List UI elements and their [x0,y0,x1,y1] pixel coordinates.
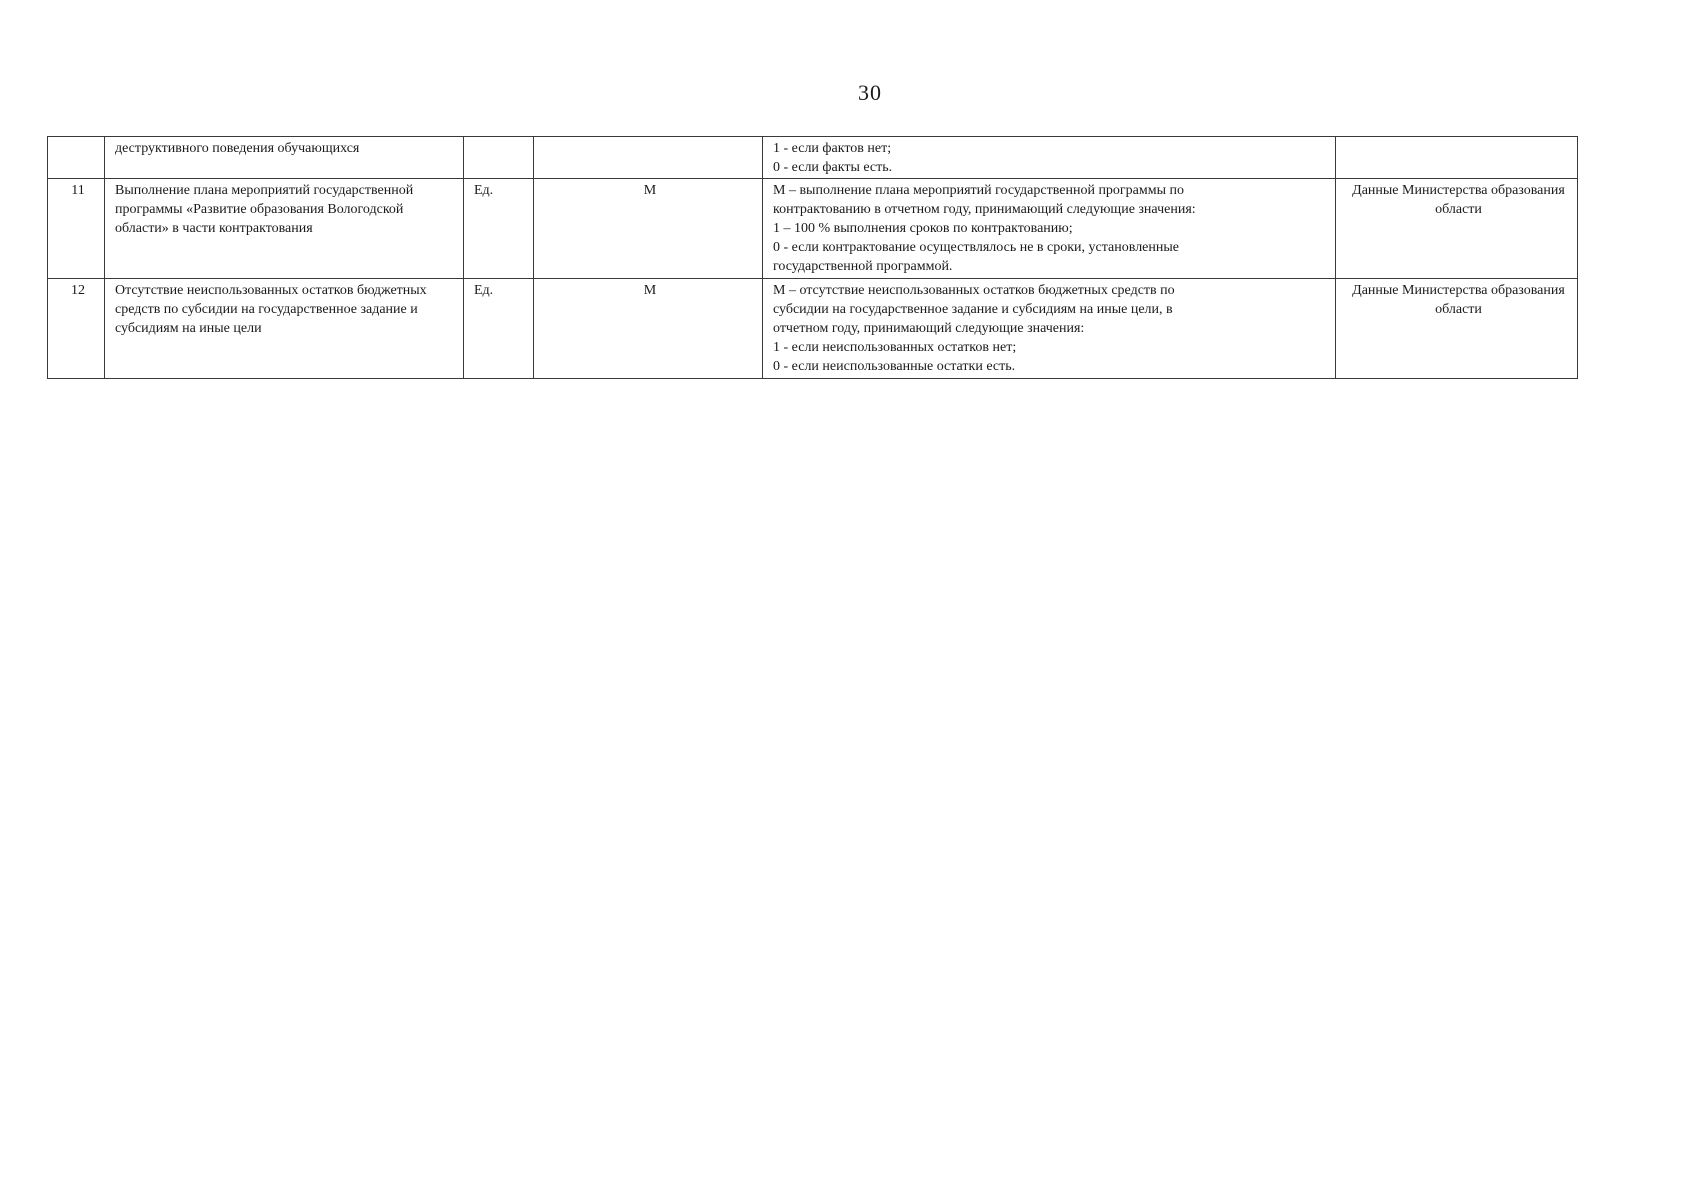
data-source: Данные Министерства образования области [1336,279,1578,379]
table-row [48,137,1578,179]
indicator-name: Выполнение плана мероприятий государственной программы «Развитие образования Вологодской области» в части контрактования [105,179,464,279]
formula-line: субсидии на государственное задание и субсидиям на иные цели, в [773,302,1173,317]
indicator-symbol: М [534,179,763,279]
formula-line: 1 - если фактов нет; [773,141,892,156]
data-source [1336,137,1578,179]
row-number: 12 [48,279,105,379]
page-number: 30 [858,80,882,105]
formula-line: М – отсутствие неиспользованных остатков бюджетных средств по [773,283,1175,298]
indicator-name: деструктивного поведения обучающихся [105,137,464,179]
table-row [48,279,1578,379]
calculation-method [763,179,1336,279]
indicator-symbol [534,137,763,179]
row-number [48,137,105,179]
formula-line: 0 - если контрактование осуществлялось не в сроки, установленные [773,240,1179,255]
unit-of-measure: Ед. [464,179,534,279]
indicator-symbol: М [534,279,763,379]
formula-line: 0 - если факты есть. [773,160,893,175]
row-number: 11 [48,179,105,279]
formula-line: отчетном году, принимающий следующие значения: [773,321,1085,336]
unit-of-measure [464,137,534,179]
indicators-table [47,136,1578,379]
formula-line: контрактованию в отчетном году, принимающий следующие значения: [773,202,1196,217]
calculation-method [763,137,1336,179]
formula-line: 1 - если неиспользованных остатков нет; [773,340,1017,355]
formula-line: М – выполнение плана мероприятий государственной программы по [773,183,1185,198]
table-row [48,179,1578,279]
formula-line: государственной программой. [773,259,953,274]
calculation-method [763,279,1336,379]
unit-of-measure: Ед. [464,279,534,379]
formula-line: 0 - если неиспользованные остатки есть. [773,359,1016,374]
formula-line: 1 – 100 % выполнения сроков по контрактованию; [773,221,1073,236]
indicator-name: Отсутствие неиспользованных остатков бюджетных средств по субсидии на государственное задание и субсидиям на иные цели [105,279,464,379]
data-source: Данные Министерства образования области [1336,179,1578,279]
